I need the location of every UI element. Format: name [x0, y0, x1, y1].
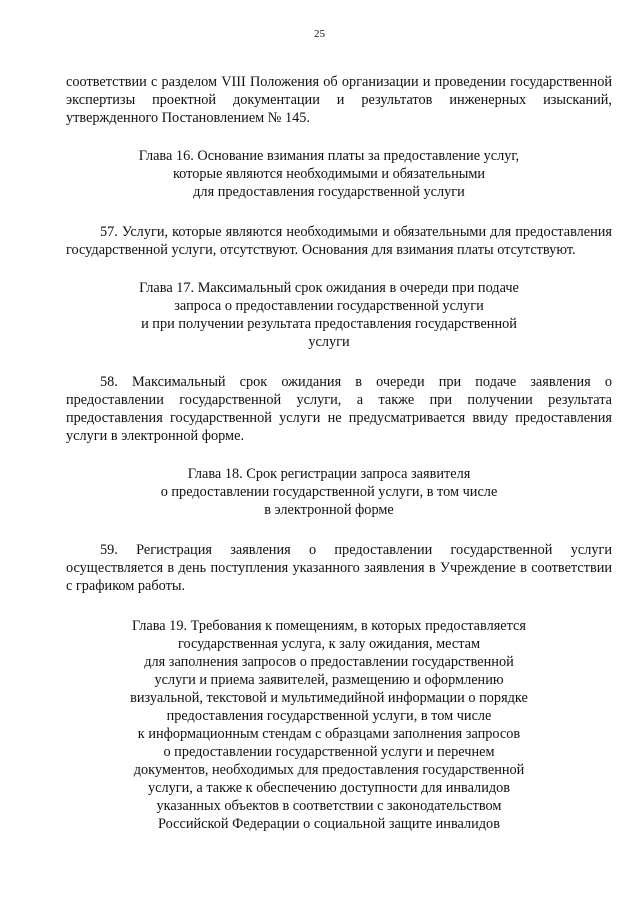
heading-line: государственная услуга, к залу ожидания, местам — [177, 636, 481, 652]
heading-line: которые являются необходимыми и обязательными — [172, 166, 486, 182]
paragraph-59: 59. Регистрация заявления о предоставлении государственной услуги осуществляется в день поступления указанного заявления в Учреждение в соответствии с графиком работы. — [66, 542, 612, 594]
heading-line: к информационным стендам с образцами заполнения запросов — [137, 726, 521, 742]
heading-line: о предоставлении государственной услуги, в том числе — [160, 484, 498, 500]
heading-line: Глава 16. Основание взимания платы за предоставление услуг, — [138, 148, 520, 164]
chapter-18-heading — [66, 465, 612, 519]
page-number: 25 — [314, 28, 325, 40]
paragraph-58: 58. Максимальный срок ожидания в очереди при подаче заявления о предоставлении государственной услуги, а также при получении результата предоставления государственной услуги не предусматривается ввиду предоставления услуги в электронной форме. — [66, 374, 612, 444]
heading-line: Глава 19. Требования к помещениям, в которых предоставляется — [132, 618, 526, 634]
heading-line: услуги и приема заявителей, размещению и оформлению — [154, 672, 504, 688]
chapter-17-heading — [66, 279, 612, 351]
chapter-19-heading — [66, 617, 612, 833]
intro-paragraph: соответствии с разделом VIII Положения об организации и проведении государственной экспертизы проектной документации и результатов инженерных изысканий, утвержденного Постановлением № 145. — [66, 74, 612, 126]
document-body — [66, 73, 612, 833]
heading-line: визуальной, текстовой и мультимедийной информации о порядке — [130, 690, 528, 706]
heading-line: услуги, а также к обеспечению доступности для инвалидов — [147, 780, 511, 796]
heading-line: предоставления государственной услуги, в том числе — [166, 708, 492, 724]
heading-line: в электронной форме — [264, 502, 394, 518]
heading-line: и при получении результата предоставления государственной — [141, 316, 517, 332]
heading-line: Глава 18. Срок регистрации запроса заявителя — [187, 466, 471, 482]
heading-line: о предоставлении государственной услуги и перечнем — [163, 744, 495, 760]
heading-line: услуги — [308, 334, 350, 350]
heading-line: Российской Федерации о социальной защите инвалидов — [158, 816, 500, 832]
heading-line: для предоставления государственной услуги — [193, 184, 465, 200]
heading-line: Глава 17. Максимальный срок ожидания в очереди при подаче — [139, 280, 519, 296]
heading-line: запроса о предоставлении государственной услуги — [174, 298, 484, 314]
heading-line: указанных объектов в соответствии с законодательством — [156, 798, 502, 814]
chapter-16-heading — [66, 147, 612, 201]
paragraph-57: 57. Услуги, которые являются необходимыми и обязательными для предоставления государственной услуги, отсутствуют. Основания для взимания платы отсутствуют. — [66, 224, 612, 258]
heading-line: документов, необходимых для предоставления государственной — [133, 762, 525, 778]
heading-line: для заполнения запросов о предоставлении государственной — [144, 654, 514, 670]
